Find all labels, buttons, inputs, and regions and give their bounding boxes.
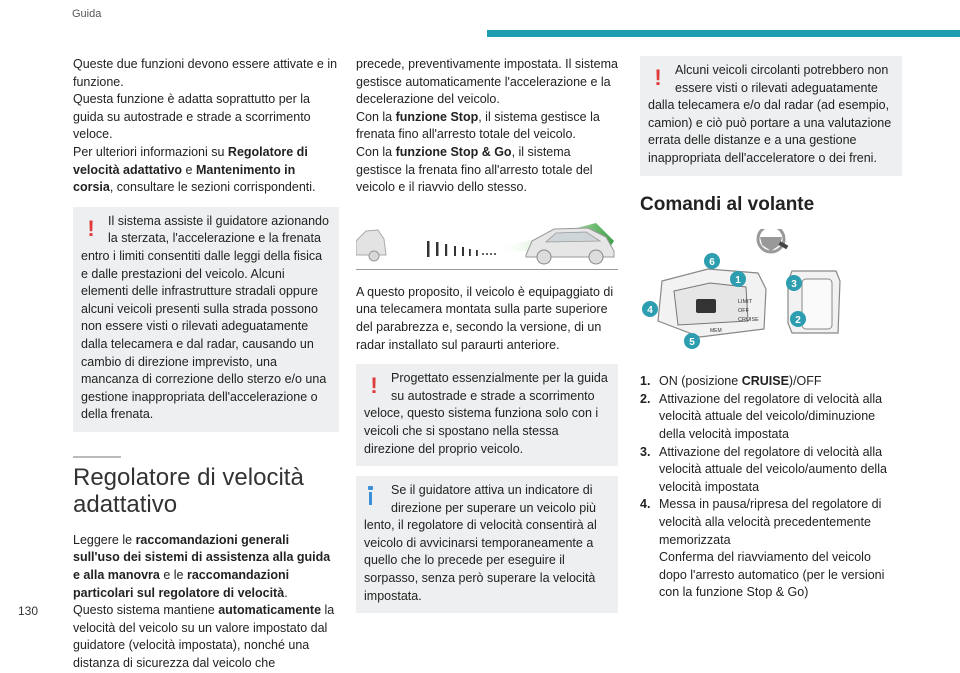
warning-text-rest: entro i limiti consentiti dalle leggi della fisica e dalle prestazioni del veicolo. Alcuni elementi delle infrastrutture stradali oppure alcuni veicoli presenti sulla strada possono non essere visti o rilevati adeguatamente dalla telecamera e dal radar, causando un cambio di direzione imprevisto, una mancanza di correzione dello sterzo e/o una gestione inappropriata dell'accelerazione o della frenata. bbox=[81, 248, 327, 422]
svg-text:6: 6 bbox=[709, 257, 715, 269]
warning-icon: ! bbox=[654, 65, 662, 90]
label-limit: LIMIT bbox=[738, 299, 753, 306]
header-accent-bar bbox=[487, 30, 960, 37]
info-text-first: Se il guidatore attiva un indicatore di direzione per superare un veicolo più bbox=[391, 483, 596, 515]
column-left bbox=[73, 56, 339, 673]
warning-box-highway bbox=[356, 364, 618, 466]
section-title: Regolatore di velocità adattativo bbox=[73, 456, 339, 518]
page-number: 130 bbox=[18, 604, 39, 618]
steering-wheel-icon bbox=[758, 229, 788, 252]
warning-text-rest: dalla telecamera e/o dal radar (ad esempio, camion) e ciò può portare a una valutazione errata delle distanze e a una gestione inappropriata dell'acceleratore o dei freni. bbox=[648, 98, 892, 165]
warning-icon: ! bbox=[87, 215, 95, 241]
controls-list bbox=[640, 373, 902, 602]
steering-controls-diagram bbox=[640, 229, 902, 359]
info-icon-bar bbox=[369, 492, 372, 505]
svg-text:2: 2 bbox=[795, 315, 801, 327]
radar-illustration bbox=[356, 211, 618, 270]
continuation-paragraph: precede, preventivamente impostata. Il sistema gestisce automaticamente l'accelerazione e la decelerazione del veicolo. bbox=[356, 57, 618, 107]
cruise-control-stalk-icon bbox=[640, 229, 902, 359]
steering-controls-heading: Comandi al volante bbox=[640, 193, 815, 215]
label-off: OFF bbox=[738, 308, 749, 315]
warning-box-detection bbox=[640, 56, 902, 176]
stop-go-paragraph: Con la funzione Stop & Go, il sistema gestisce la frenata fino all'arresto totale del veicolo e il riavvio dello stesso. bbox=[356, 144, 593, 195]
warning-text-first: Progettato essenzialmente per la guida su autostrade e strade a scorrimento bbox=[391, 371, 608, 403]
list-item: 3. Attivazione del regolatore di velocità alla velocità attuale del veicolo/aumento della velocità impostata bbox=[640, 444, 887, 494]
camera-paragraph: A questo proposito, il veicolo è equipaggiato di una telecamera montata sulla parte superiore del parabrezza e, secondo la versione, di un radar installato sul paraurti anteriore. bbox=[356, 284, 614, 352]
intro-paragraph-2: Questa funzione è adatta soprattutto per la guida su autostrade e strade a scorrimento veloce. bbox=[73, 92, 311, 142]
stop-function-paragraph: Con la funzione Stop, il sistema gestisce la frenata fino all'arresto totale del veicolo. bbox=[356, 109, 600, 142]
cruise-button-icon bbox=[696, 299, 716, 313]
column-right bbox=[640, 56, 902, 602]
svg-text:4: 4 bbox=[647, 305, 653, 317]
column-middle bbox=[356, 56, 618, 623]
warning-text-first: Alcuni veicoli circolanti potrebbero non essere visti o rilevati adeguatamente bbox=[675, 63, 889, 95]
warning-text-rest: veloce, questo sistema funziona solo con i veicoli che si spostano nella stessa direzione del proprio veicolo. bbox=[364, 406, 599, 456]
svg-text:5: 5 bbox=[689, 337, 695, 349]
svg-text:1: 1 bbox=[735, 275, 741, 287]
info-icon bbox=[368, 486, 373, 490]
svg-text:3: 3 bbox=[791, 279, 797, 291]
list-item: 1. ON (posizione CRUISE)/OFF bbox=[640, 374, 822, 389]
warning-text-first: Il sistema assiste il guidatore azionando la sterzata, l'accelerazione e la frenata bbox=[108, 213, 329, 246]
header-title: Guida bbox=[72, 8, 102, 20]
intro-paragraph-1: Queste due funzioni devono essere attivate e in funzione. bbox=[73, 57, 338, 89]
list-item: 2. Attivazione del regolatore di velocità alla velocità attuale del veicolo/diminuzione della velocità impostata bbox=[640, 391, 883, 441]
label-cruise: CRUISE bbox=[738, 317, 759, 324]
system-description: Questo sistema mantiene automaticamente la velocità del veicolo su un valore impostato dal guidatore (velocità impostata), nonché una distanza di sicurezza dal veicolo che bbox=[73, 603, 335, 671]
list-item: 4. Messa in pausa/ripresa del regolatore di velocità alla velocità precedentemente memorizzata Conferma del riavviamento del veicolo dopo l'arresto automatico (per le versioni con la funzione Stop & Go) bbox=[640, 497, 885, 600]
car-radar-icon bbox=[356, 211, 618, 269]
warning-icon: ! bbox=[370, 373, 378, 399]
label-mem: MEM bbox=[710, 328, 722, 335]
info-text-rest: lento, il regolatore di velocità consentirà al veicolo di avvicinarsi temporaneamente a quello che lo precede per eseguire il sorpasso, senza però superare la velocità impostata. bbox=[364, 518, 597, 603]
warning-box-steering bbox=[73, 207, 339, 432]
info-box-overtaking bbox=[356, 476, 618, 613]
intro-paragraph-3: Per ulteriori informazioni su Regolatore di velocità adattativo e Mantenimento in corsia, consultare le sezioni corrispondenti. bbox=[73, 144, 316, 195]
list-item-extra: Conferma del riavviamento del veicolo dopo l'arresto automatico (per le versioni con la funzione Stop & Go) bbox=[659, 550, 885, 600]
read-recommendations: Leggere le raccomandazioni generali sull'uso dei sistemi di assistenza alla guida e alla manovra e le raccomandazioni particolari sul regolatore di velocità. bbox=[73, 532, 331, 600]
